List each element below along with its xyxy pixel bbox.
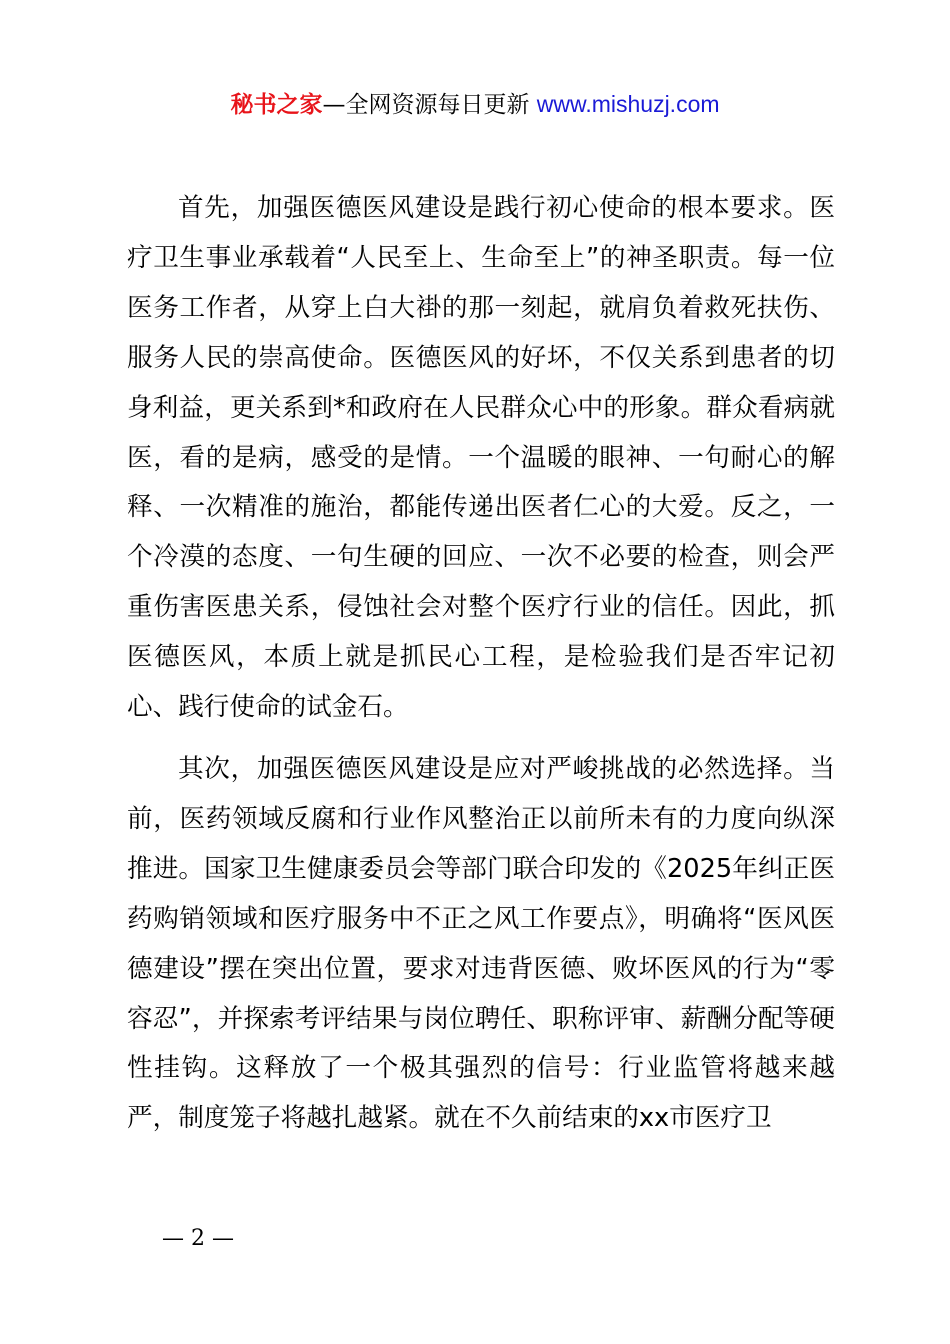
page-number: — 2 — [162, 1226, 234, 1251]
paragraph-1: 首先，加强医德医风建设是践行初心使命的根本要求。医疗卫生事业承载着“人民至上、生命至上”的神圣职责。每一位医务工作者，从穿上白大褂的那一刻起，就肩负着救死扶伤、服务人民的崇高使命。医德医风的好坏，不仅关系到患者的切身利益，更关系到*和政府在人民群众心中的形象。群众看病就医，看的是病，感受的是情。一个温暖的眼神、一句耐心的解释、一次精准的施治，都能传递出医者仁心的大爱。反之，一个冷漠的态度、一句生硬的回应、一次不必要的检查，则会严重伤害医患关系，侵蚀社会对整个医疗行业的信任。因此，抓医德医风，本质上就是抓民心工程，是检验我们是否牢记初心、践行使命的试金石。 [127, 193, 835, 723]
paragraph-2: 其次，加强医德医风建设是应对严峻挑战的必然选择。当前，医药领域反腐和行业作风整治正以前所未有的力度向纵深推进。国家卫生健康委员会等部门联合印发的《2025年纠正医药购销领域和医疗服务中不正之风工作要点》，明确将“医风医德建设”摆在突出位置，要求对违背医德、败坏医风的行为“零容忍”，并探索考评结果与岗位聘任、职称评审、薪酬分配等硬性挂钩。这释放了一个极其强烈的信号：行业监管将越来越严，制度笼子将越扎越紧。就在不久前结束的xx市医疗卫 [127, 753, 835, 1134]
site-url: www.mishuzj.com [536, 91, 720, 117]
brand-name: 秘书之家 [230, 92, 323, 118]
header-tagline: —全网资源每日更新 [322, 92, 537, 118]
page-header [0, 88, 950, 121]
document-body [127, 184, 835, 1144]
